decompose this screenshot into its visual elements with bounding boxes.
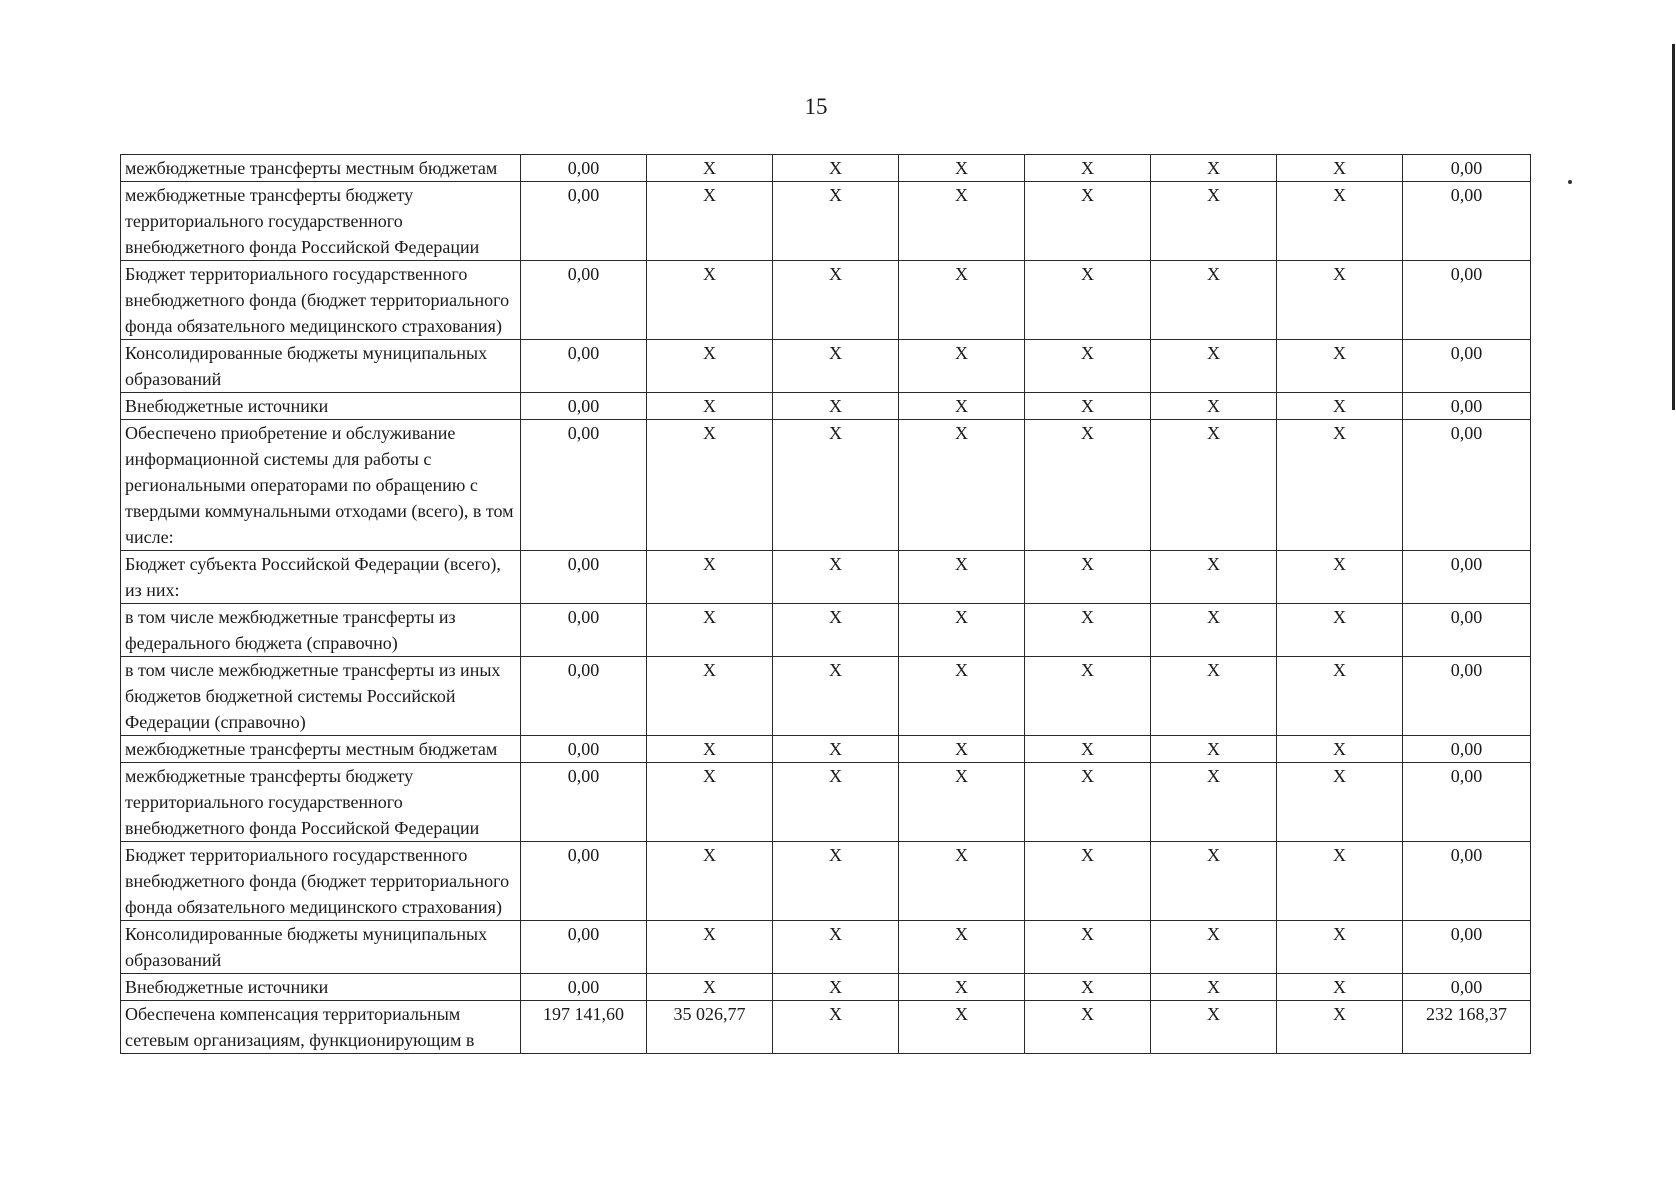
value-cell-col-1: 0,00	[521, 393, 647, 420]
table-row	[121, 340, 1531, 393]
value-cell-col-1: 0,00	[521, 551, 647, 604]
value-cell-col-6: X	[1151, 657, 1277, 736]
table-row	[121, 1001, 1531, 1054]
total-cell: 232 168,37	[1403, 1001, 1531, 1054]
row-label: Обеспечено приобретение и обслуживание информационной системы для работы с региональными операторами по обращению с твердыми коммунальными отходами (всего), в том числе:	[121, 420, 521, 551]
table-row	[121, 921, 1531, 974]
value-cell-col-5: X	[1025, 340, 1151, 393]
row-label: Бюджет субъекта Российской Федерации (всего), из них:	[121, 551, 521, 604]
value-cell-col-5: X	[1025, 921, 1151, 974]
value-cell-col-7: X	[1277, 842, 1403, 921]
value-cell-col-6: X	[1151, 763, 1277, 842]
table-row	[121, 657, 1531, 736]
value-cell-col-3: X	[773, 763, 899, 842]
total-cell: 0,00	[1403, 340, 1531, 393]
value-cell-col-2: X	[647, 261, 773, 340]
value-cell-col-7: X	[1277, 182, 1403, 261]
value-cell-col-3: X	[773, 551, 899, 604]
total-cell: 0,00	[1403, 155, 1531, 182]
value-cell-col-5: X	[1025, 604, 1151, 657]
value-cell-col-4: X	[899, 604, 1025, 657]
total-cell: 0,00	[1403, 763, 1531, 842]
value-cell-col-2: X	[647, 155, 773, 182]
row-label: Внебюджетные источники	[121, 974, 521, 1001]
table-row	[121, 974, 1531, 1001]
value-cell-col-3: X	[773, 340, 899, 393]
value-cell-col-1: 0,00	[521, 261, 647, 340]
total-cell: 0,00	[1403, 551, 1531, 604]
value-cell-col-2: X	[647, 657, 773, 736]
value-cell-col-2: X	[647, 974, 773, 1001]
value-cell-col-5: X	[1025, 763, 1151, 842]
value-cell-col-6: X	[1151, 182, 1277, 261]
value-cell-col-1: 197 141,60	[521, 1001, 647, 1054]
row-label: Бюджет территориального государственного внебюджетного фонда (бюджет территориального фонда обязательного медицинского страхования)	[121, 842, 521, 921]
value-cell-col-3: X	[773, 974, 899, 1001]
value-cell-col-6: X	[1151, 921, 1277, 974]
table-row	[121, 551, 1531, 604]
value-cell-col-1: 0,00	[521, 420, 647, 551]
value-cell-col-7: X	[1277, 763, 1403, 842]
value-cell-col-3: X	[773, 604, 899, 657]
value-cell-col-3: X	[773, 155, 899, 182]
value-cell-col-3: X	[773, 736, 899, 763]
value-cell-col-4: X	[899, 340, 1025, 393]
value-cell-col-4: X	[899, 551, 1025, 604]
value-cell-col-6: X	[1151, 1001, 1277, 1054]
row-label: Обеспечена компенсация территориальным сетевым организациям, функционирующим в	[121, 1001, 521, 1054]
value-cell-col-5: X	[1025, 974, 1151, 1001]
value-cell-col-4: X	[899, 842, 1025, 921]
table-row	[121, 393, 1531, 420]
value-cell-col-1: 0,00	[521, 340, 647, 393]
row-label: Консолидированные бюджеты муниципальных образований	[121, 340, 521, 393]
value-cell-col-6: X	[1151, 842, 1277, 921]
value-cell-col-6: X	[1151, 974, 1277, 1001]
scan-dot-mark	[1568, 180, 1572, 184]
row-label: межбюджетные трансферты бюджету территориального государственного внебюджетного фонда Российской Федерации	[121, 182, 521, 261]
total-cell: 0,00	[1403, 842, 1531, 921]
value-cell-col-7: X	[1277, 604, 1403, 657]
value-cell-col-2: X	[647, 393, 773, 420]
value-cell-col-5: X	[1025, 261, 1151, 340]
value-cell-col-7: X	[1277, 393, 1403, 420]
total-cell: 0,00	[1403, 974, 1531, 1001]
value-cell-col-5: X	[1025, 842, 1151, 921]
value-cell-col-3: X	[773, 921, 899, 974]
table-row	[121, 182, 1531, 261]
total-cell: 0,00	[1403, 420, 1531, 551]
value-cell-col-7: X	[1277, 657, 1403, 736]
value-cell-col-1: 0,00	[521, 604, 647, 657]
total-cell: 0,00	[1403, 393, 1531, 420]
row-label: в том числе межбюджетные трансферты из федерального бюджета (справочно)	[121, 604, 521, 657]
value-cell-col-2: X	[647, 340, 773, 393]
value-cell-col-2: X	[647, 182, 773, 261]
value-cell-col-2: X	[647, 736, 773, 763]
value-cell-col-2: 35 026,77	[647, 1001, 773, 1054]
value-cell-col-4: X	[899, 657, 1025, 736]
value-cell-col-4: X	[899, 393, 1025, 420]
value-cell-col-2: X	[647, 604, 773, 657]
row-label: Консолидированные бюджеты муниципальных образований	[121, 921, 521, 974]
value-cell-col-2: X	[647, 921, 773, 974]
value-cell-col-3: X	[773, 420, 899, 551]
value-cell-col-7: X	[1277, 155, 1403, 182]
total-cell: 0,00	[1403, 921, 1531, 974]
table-row	[121, 763, 1531, 842]
value-cell-col-1: 0,00	[521, 763, 647, 842]
row-label: Внебюджетные источники	[121, 393, 521, 420]
value-cell-col-6: X	[1151, 155, 1277, 182]
value-cell-col-7: X	[1277, 1001, 1403, 1054]
row-label: межбюджетные трансферты местным бюджетам	[121, 736, 521, 763]
value-cell-col-5: X	[1025, 420, 1151, 551]
value-cell-col-4: X	[899, 921, 1025, 974]
value-cell-col-2: X	[647, 420, 773, 551]
value-cell-col-1: 0,00	[521, 736, 647, 763]
scan-edge-mark	[1672, 44, 1675, 410]
table-row	[121, 155, 1531, 182]
value-cell-col-7: X	[1277, 340, 1403, 393]
row-label: межбюджетные трансферты бюджету территориального государственного внебюджетного фонда Российской Федерации	[121, 763, 521, 842]
table-row	[121, 736, 1531, 763]
value-cell-col-3: X	[773, 842, 899, 921]
value-cell-col-6: X	[1151, 393, 1277, 420]
value-cell-col-4: X	[899, 736, 1025, 763]
value-cell-col-2: X	[647, 551, 773, 604]
value-cell-col-3: X	[773, 657, 899, 736]
value-cell-col-1: 0,00	[521, 842, 647, 921]
table-row	[121, 604, 1531, 657]
value-cell-col-1: 0,00	[521, 921, 647, 974]
value-cell-col-3: X	[773, 1001, 899, 1054]
value-cell-col-4: X	[899, 420, 1025, 551]
total-cell: 0,00	[1403, 182, 1531, 261]
row-label: межбюджетные трансферты местным бюджетам	[121, 155, 521, 182]
value-cell-col-3: X	[773, 182, 899, 261]
value-cell-col-4: X	[899, 763, 1025, 842]
value-cell-col-1: 0,00	[521, 974, 647, 1001]
value-cell-col-2: X	[647, 842, 773, 921]
value-cell-col-1: 0,00	[521, 182, 647, 261]
value-cell-col-4: X	[899, 974, 1025, 1001]
value-cell-col-5: X	[1025, 155, 1151, 182]
value-cell-col-6: X	[1151, 420, 1277, 551]
value-cell-col-4: X	[899, 261, 1025, 340]
total-cell: 0,00	[1403, 261, 1531, 340]
value-cell-col-2: X	[647, 763, 773, 842]
row-label: Бюджет территориального государственного внебюджетного фонда (бюджет территориального фонда обязательного медицинского страхования)	[121, 261, 521, 340]
value-cell-col-6: X	[1151, 551, 1277, 604]
value-cell-col-7: X	[1277, 736, 1403, 763]
value-cell-col-7: X	[1277, 551, 1403, 604]
total-cell: 0,00	[1403, 657, 1531, 736]
value-cell-col-5: X	[1025, 551, 1151, 604]
total-cell: 0,00	[1403, 604, 1531, 657]
table-row	[121, 842, 1531, 921]
total-cell: 0,00	[1403, 736, 1531, 763]
value-cell-col-3: X	[773, 393, 899, 420]
value-cell-col-6: X	[1151, 736, 1277, 763]
value-cell-col-7: X	[1277, 921, 1403, 974]
value-cell-col-1: 0,00	[521, 657, 647, 736]
value-cell-col-7: X	[1277, 974, 1403, 1001]
table-row	[121, 261, 1531, 340]
value-cell-col-3: X	[773, 261, 899, 340]
value-cell-col-6: X	[1151, 604, 1277, 657]
value-cell-col-6: X	[1151, 261, 1277, 340]
value-cell-col-5: X	[1025, 1001, 1151, 1054]
value-cell-col-4: X	[899, 182, 1025, 261]
value-cell-col-5: X	[1025, 393, 1151, 420]
row-label: в том числе межбюджетные трансферты из иных бюджетов бюджетной системы Российской Федерации (справочно)	[121, 657, 521, 736]
value-cell-col-5: X	[1025, 657, 1151, 736]
value-cell-col-4: X	[899, 1001, 1025, 1054]
value-cell-col-5: X	[1025, 736, 1151, 763]
value-cell-col-7: X	[1277, 420, 1403, 551]
value-cell-col-6: X	[1151, 340, 1277, 393]
budget-table	[120, 154, 1531, 1054]
table-row	[121, 420, 1531, 551]
page-number: 15	[804, 94, 828, 119]
value-cell-col-5: X	[1025, 182, 1151, 261]
value-cell-col-4: X	[899, 155, 1025, 182]
table-body	[121, 155, 1531, 1054]
value-cell-col-1: 0,00	[521, 155, 647, 182]
value-cell-col-7: X	[1277, 261, 1403, 340]
